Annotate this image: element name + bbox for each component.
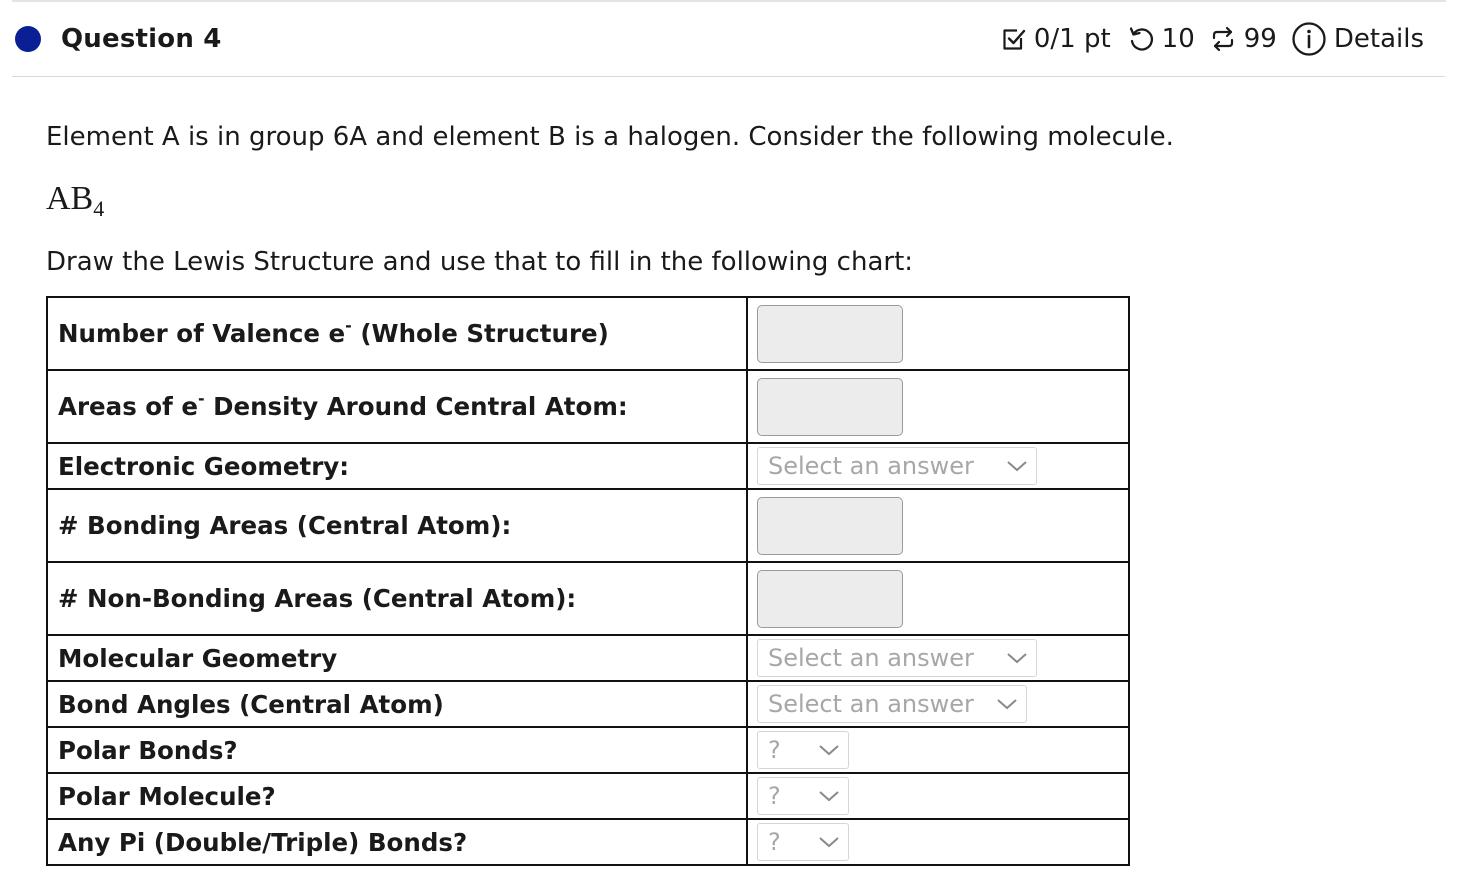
table-row <box>47 727 1129 773</box>
row-label-valence-electrons <box>47 297 747 370</box>
table-row <box>47 370 1129 443</box>
table-row <box>47 773 1129 819</box>
row-label-polar-bonds: Polar Bonds? <box>47 727 747 773</box>
label-superscript: - <box>197 389 205 409</box>
cell-input <box>747 681 1129 727</box>
question-prompt: Element A is in group 6A and element B is a halogen. Consider the following molecule. <box>46 122 1174 152</box>
table-row <box>47 562 1129 635</box>
retries-count: 10 <box>1161 24 1195 54</box>
chevron-down-icon <box>1006 459 1028 473</box>
bonding-areas-input[interactable] <box>757 497 903 555</box>
non-bonding-areas-input[interactable] <box>757 570 903 628</box>
label-text: Density Around Central Atom: <box>204 392 628 422</box>
polar-molecule-select[interactable] <box>757 777 849 815</box>
question-header <box>12 2 1445 77</box>
row-label-bond-angles: Bond Angles (Central Atom) <box>47 681 747 727</box>
row-label-electronic-geometry: Electronic Geometry: <box>47 443 747 489</box>
cell-input <box>747 370 1129 443</box>
cell-input <box>747 819 1129 865</box>
info-icon <box>1291 21 1327 57</box>
question-title: Question 4 <box>61 24 222 54</box>
row-label-bonding-areas: # Bonding Areas (Central Atom): <box>47 489 747 562</box>
formula-base: AB <box>46 180 94 217</box>
table-row <box>47 489 1129 562</box>
table-row <box>47 297 1129 370</box>
select-value: ? <box>768 828 781 856</box>
table-row <box>47 681 1129 727</box>
cell-input <box>747 562 1129 635</box>
attempts-count: 99 <box>1243 24 1277 54</box>
chevron-down-icon <box>818 743 840 757</box>
label-text: Number of Valence e <box>58 319 346 349</box>
retries-indicator <box>1127 24 1195 54</box>
table-row <box>47 635 1129 681</box>
score-text: 0/1 pt <box>1033 24 1111 54</box>
bond-angles-select[interactable] <box>757 685 1027 723</box>
cell-input <box>747 773 1129 819</box>
table-row <box>47 819 1129 865</box>
status-dot <box>15 26 41 52</box>
row-label-molecular-geometry: Molecular Geometry <box>47 635 747 681</box>
polar-bonds-select[interactable] <box>757 731 849 769</box>
cell-input <box>747 727 1129 773</box>
cell-input <box>747 443 1129 489</box>
row-label-polar-molecule: Polar Molecule? <box>47 773 747 819</box>
select-value: ? <box>768 736 781 764</box>
pi-bonds-select[interactable] <box>757 823 849 861</box>
row-label-pi-bonds: Any Pi (Double/Triple) Bonds? <box>47 819 747 865</box>
checkbox-icon <box>1000 26 1027 53</box>
select-value: Select an answer <box>768 644 974 672</box>
select-value: Select an answer <box>768 690 974 718</box>
instruction-text: Draw the Lewis Structure and use that to fill in the following chart: <box>46 247 914 277</box>
label-text: Areas of e <box>58 392 198 422</box>
attempts-indicator <box>1209 24 1277 54</box>
cell-input <box>747 297 1129 370</box>
undo-icon <box>1127 25 1155 53</box>
label-superscript: - <box>345 316 352 336</box>
molecule-formula <box>46 180 105 221</box>
table-row <box>47 443 1129 489</box>
chevron-down-icon <box>818 835 840 849</box>
answer-chart <box>46 296 1130 866</box>
chevron-down-icon <box>818 789 840 803</box>
cell-input <box>747 635 1129 681</box>
row-label-electron-density-areas <box>47 370 747 443</box>
chevron-down-icon <box>1006 651 1028 665</box>
score-indicator <box>1000 24 1113 54</box>
chevron-down-icon <box>996 697 1018 711</box>
label-text: (Whole Structure) <box>351 319 609 349</box>
row-label-non-bonding-areas: # Non-Bonding Areas (Central Atom): <box>47 562 747 635</box>
select-value: ? <box>768 782 781 810</box>
repeat-icon <box>1209 25 1237 53</box>
valence-electrons-input[interactable] <box>757 305 903 363</box>
formula-subscript: 4 <box>93 196 105 221</box>
electron-density-areas-input[interactable] <box>757 378 903 436</box>
question-meta <box>986 2 1424 76</box>
details-link[interactable] <box>1291 21 1424 57</box>
details-label: Details <box>1333 24 1424 54</box>
cell-input <box>747 489 1129 562</box>
electronic-geometry-select[interactable] <box>757 447 1037 485</box>
select-value: Select an answer <box>768 452 974 480</box>
molecular-geometry-select[interactable] <box>757 639 1037 677</box>
